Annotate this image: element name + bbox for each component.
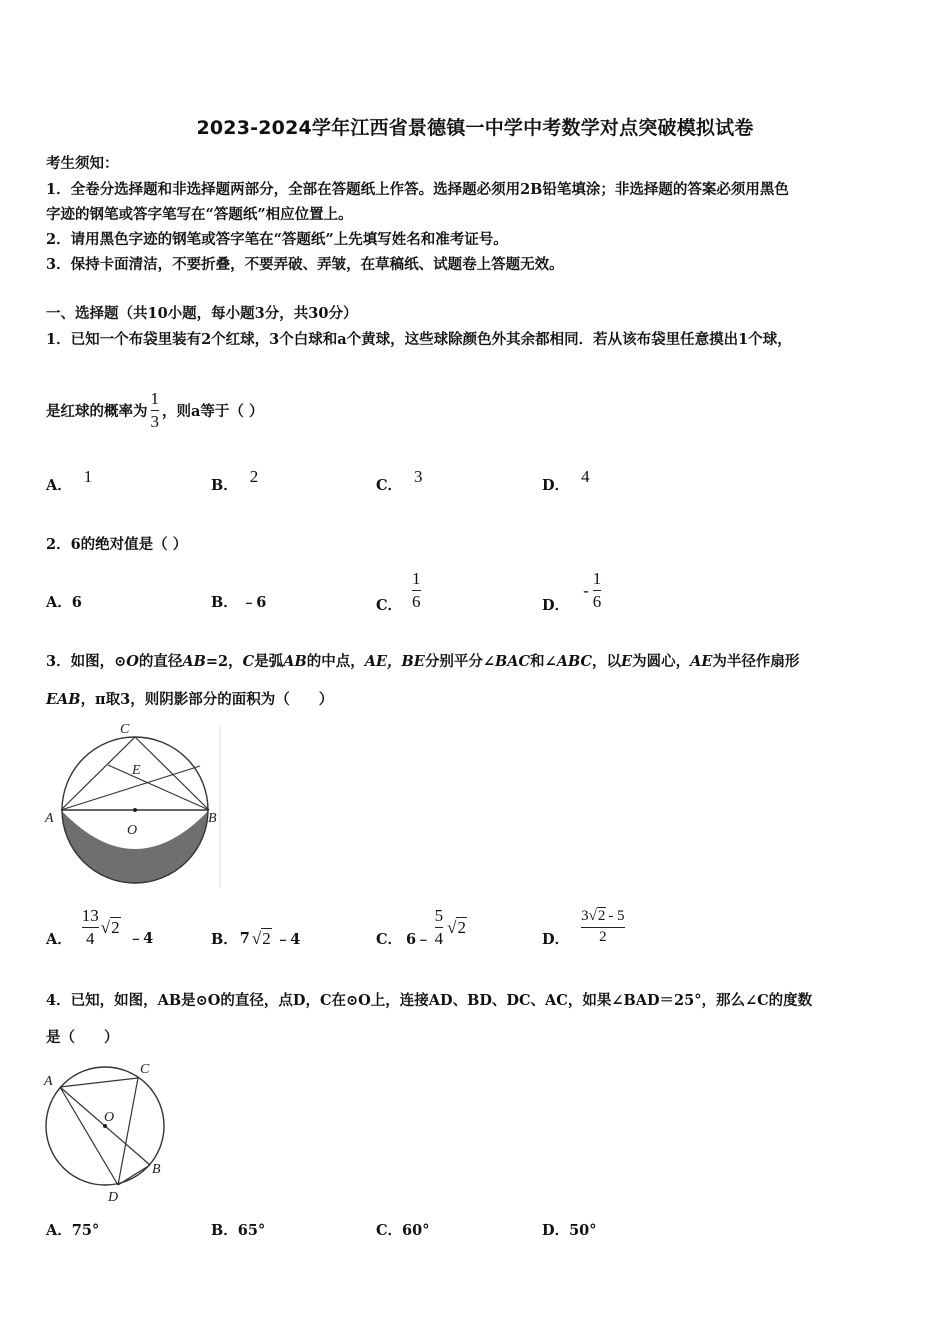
notice-line-2: 2．请用黑色字迹的钢笔或答字笔在“答题纸”上先填写姓名和准考证号。 (46, 231, 508, 248)
fraction-bar (151, 410, 160, 411)
sqrt: √2 (251, 928, 271, 948)
q4-option-d[interactable] (542, 1219, 597, 1240)
frac-num: 13 (81, 906, 99, 926)
option-value: 60° (402, 1222, 430, 1239)
option-value: 50° (569, 1222, 597, 1239)
q3-stem-line2 (46, 688, 333, 709)
q1-option-c[interactable] (376, 467, 423, 495)
label-c: C (120, 722, 130, 737)
option-label: D． (542, 931, 570, 948)
option-tail: ﹣4 (128, 930, 154, 947)
option-label: A． (46, 477, 72, 494)
bisector-ae (61, 766, 200, 810)
q2-option-b[interactable] (211, 591, 266, 612)
segment-bd (118, 1165, 150, 1185)
fraction-bar (435, 927, 444, 928)
q3-var: AE (690, 653, 713, 670)
option-value: 65° (237, 1222, 266, 1239)
notice-line-1a: 1．全卷分选择题和非选择题两部分，全部在答题纸上作答。选择题必须用2B铅笔填涂；非选择题的答案必须用黑色 (46, 181, 789, 198)
q3-var: AB (283, 653, 307, 670)
q3-option-c[interactable] (376, 906, 467, 949)
frac-num: 1 (412, 569, 421, 589)
q3-text: 是弧 (254, 653, 284, 670)
label-o: O (104, 1110, 115, 1125)
label-b: B (152, 1162, 161, 1177)
option-label: C． (376, 931, 403, 948)
option-fraction (412, 570, 421, 611)
frac-den: 6 (412, 592, 421, 611)
fraction-bar (82, 927, 99, 928)
q3-text: ，以 (592, 653, 622, 670)
option-value: 75° (71, 1222, 100, 1239)
notice-line-3: 3．保持卡面清洁，不要折叠，不要弄破、弄皱，在草稿纸、试题卷上答题无效。 (46, 256, 564, 273)
bisector-be (108, 765, 209, 810)
label-o: O (127, 823, 138, 838)
option-label: A． (46, 931, 72, 948)
q3-text: 和∠ (530, 653, 557, 670)
option-fraction (581, 909, 624, 946)
q1-stem-line2 (46, 390, 263, 431)
q3-option-d[interactable] (542, 906, 625, 949)
frac-num (581, 909, 624, 925)
frac-den: 4 (86, 929, 95, 948)
q2-option-d[interactable] (542, 566, 601, 615)
option-label: C． (376, 477, 403, 494)
q4-option-a[interactable] (46, 1219, 99, 1240)
q4-stem-line1: 4．已知，如图，AB是⊙O的直径，点D，C在⊙O上，连接AD、BD、DC、AC，如果∠BAD＝25°，那么∠C的度数 (46, 992, 813, 1009)
q1-frac-den: 3 (150, 411, 159, 431)
segment-ac (60, 1078, 138, 1087)
sqrt: √2 (100, 917, 120, 937)
q3-text: 3．如图，⊙ (46, 653, 127, 670)
option-label: A． (46, 594, 72, 611)
frac-num: 5 (434, 906, 444, 926)
q3-text: 的中点， (306, 653, 365, 670)
q3-option-a[interactable] (46, 906, 153, 949)
q1-option-d[interactable] (542, 467, 590, 495)
q2-option-a[interactable] (46, 591, 82, 612)
option-label: D． (542, 477, 570, 494)
option-label: A． (46, 1222, 72, 1239)
q4-stem-line2: 是（ ） (46, 1029, 119, 1046)
q1-stem-line1: 1．已知一个布袋里装有2个红球，3个白球和a个黄球，这些球除颜色外其余都相同．若从该布袋里任意摸出1个球， (46, 331, 792, 348)
option-label: D． (542, 1222, 570, 1239)
q1-frac-num: 1 (150, 389, 159, 408)
fraction-bar (412, 590, 421, 591)
option-value: 3 (414, 467, 423, 486)
num-coef: 3 (581, 908, 589, 925)
label-c: C (140, 1062, 150, 1077)
q3-text: 的直径 (138, 653, 183, 670)
coefficient: 7 (239, 930, 250, 947)
q3-var: O (126, 653, 139, 670)
num-tail: - 5 (608, 908, 625, 925)
q4-option-c[interactable] (376, 1219, 429, 1240)
q1-stem-pre: 是红球的概率为 (46, 402, 148, 420)
q2-stem: 2．6的绝对值是（ ） (46, 536, 188, 553)
label-b: B (208, 811, 217, 826)
q2-option-c[interactable] (376, 566, 421, 615)
option-fraction (435, 907, 444, 948)
q3-var: EAB (46, 691, 81, 708)
q3-var: BAC (495, 653, 531, 670)
option-label: D． (542, 597, 570, 614)
option-head: 6﹣ (406, 931, 431, 948)
option-tail: ﹣4 (275, 931, 301, 948)
q3-text: 为圆心， (632, 653, 691, 670)
segment-ad (60, 1087, 118, 1185)
q3-var: AB (182, 653, 206, 670)
option-label: B． (211, 1222, 238, 1239)
q3-text: ，π取3，则阴影部分的面积为（ ） (80, 691, 334, 708)
option-value: 4 (581, 467, 590, 486)
q3-var: ABC (556, 653, 593, 670)
option-value: 1 (83, 467, 93, 486)
notice-heading: 考生须知： (46, 155, 119, 172)
notice-line-1b: 字迹的钢笔或答字笔写在“答题纸”相应位置上。 (46, 206, 353, 223)
sign: - (583, 580, 589, 600)
segment-dc (118, 1078, 138, 1185)
frac-den: 6 (592, 592, 602, 611)
sqrt: √2 (447, 917, 466, 937)
q3-option-b[interactable] (211, 928, 300, 949)
option-label: C． (376, 597, 403, 614)
q3-text: 为半径作扇形 (712, 653, 800, 670)
center-point (133, 808, 137, 812)
q3-figure (40, 718, 230, 893)
q3-var: AE，BE (364, 653, 425, 670)
q3-text: =2， (205, 653, 243, 670)
fraction-bar (581, 927, 624, 928)
q3-stem-line1 (46, 650, 799, 671)
label-a: A (45, 811, 54, 826)
option-value: 2 (249, 467, 259, 486)
q3-text: 分别平分∠ (424, 653, 495, 670)
q3-var: E (621, 653, 633, 670)
option-value: ﹣6 (241, 594, 267, 611)
frac-den: 4 (434, 929, 444, 948)
radicand: 2 (111, 917, 120, 937)
option-label: B． (211, 477, 238, 494)
frac-num: 1 (592, 569, 602, 589)
q1-fraction (151, 390, 160, 431)
option-label: B． (211, 594, 238, 611)
q3-var: C (242, 653, 255, 670)
option-fraction (593, 570, 602, 611)
page-title: 2023-2024学年江西省景德镇一中学中考数学对点突破模拟试卷 (196, 117, 754, 139)
q1-stem-post: ，则a等于（ ） (162, 402, 264, 420)
q1-option-b[interactable] (211, 467, 259, 495)
radicand: 2 (262, 928, 271, 948)
section-heading: 一、选择题（共10小题，每小题3分，共30分） (46, 305, 358, 322)
option-fraction (82, 907, 99, 948)
radicand: 2 (597, 908, 606, 925)
sqrt: √2 (588, 908, 606, 925)
frac-den: 2 (599, 929, 607, 945)
q4-figure (38, 1058, 173, 1208)
label-d: D (108, 1190, 119, 1205)
option-label: B． (211, 931, 238, 948)
label-e: E (132, 763, 141, 778)
q4-option-b[interactable] (211, 1219, 265, 1240)
option-value: 6 (71, 594, 82, 611)
q1-option-a[interactable] (46, 467, 93, 495)
option-label: C． (376, 1222, 403, 1239)
label-a: A (44, 1074, 53, 1089)
radicand: 2 (457, 917, 466, 937)
fraction-bar (593, 590, 602, 591)
